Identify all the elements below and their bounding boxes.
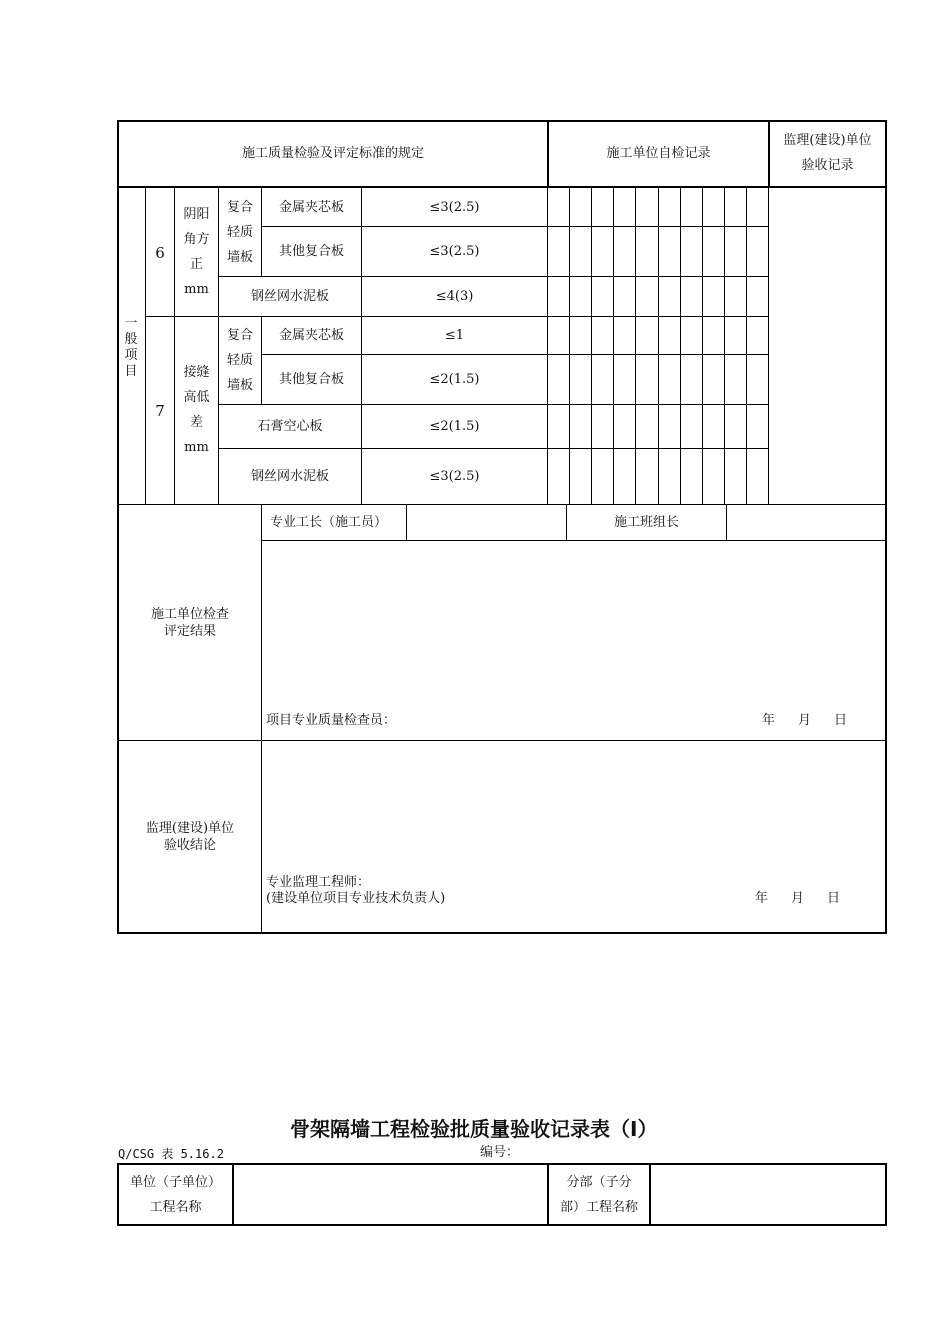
item6-name-line: 正	[189, 257, 203, 272]
item6-group-line: 墙板	[226, 250, 253, 265]
row-line-body-bottom	[117, 504, 887, 505]
inspector-label: 项目专业质量检查员：	[266, 713, 397, 728]
supervision-label-1: 监理(建设)单位	[145, 821, 235, 836]
item7-limit: ≤2(1.5)	[429, 419, 480, 434]
item7-number: 7	[155, 402, 165, 420]
col-line-limit	[361, 188, 362, 504]
item6-material: 钢丝网水泥板	[250, 289, 329, 304]
record-col-line	[746, 188, 747, 504]
unit-label-1: 单位（子单位）	[129, 1175, 221, 1190]
subunit-name-field[interactable]	[652, 1166, 884, 1223]
record-col-line	[724, 188, 725, 504]
record-col-line	[658, 188, 659, 504]
item6-material: 其他复合板	[278, 244, 344, 259]
item6-name-line: 角方	[183, 232, 210, 247]
foreman-divider	[406, 504, 407, 540]
record-col-line	[569, 188, 570, 504]
foreman-divider	[726, 504, 727, 540]
date-month: 月	[791, 891, 805, 906]
item7-limit: ≤1	[444, 328, 465, 343]
col-line-records-end	[768, 188, 769, 504]
item6-name-line: 阴阳	[183, 207, 210, 222]
row-line	[218, 404, 768, 405]
date-day: 日	[827, 891, 841, 906]
team-leader-label: 施工班组长	[613, 515, 679, 530]
next-form-divider	[649, 1163, 651, 1226]
record-col-line	[591, 188, 592, 504]
item7-name-line: 高低	[183, 390, 210, 405]
general-items-char: 目	[124, 364, 138, 379]
col-line-number	[145, 188, 146, 504]
table-border-left	[117, 120, 119, 934]
item6-group-line: 复合	[226, 200, 253, 215]
subunit-label-1: 分部（子分	[566, 1175, 632, 1190]
subunit-label-2: 部）工程名称	[559, 1200, 638, 1215]
date-year: 年	[755, 891, 769, 906]
row-line-item-divider	[145, 316, 768, 317]
item6-material: 金属夹芯板	[278, 200, 344, 215]
date-month: 月	[798, 713, 812, 728]
unit-label-2: 工程名称	[149, 1200, 202, 1215]
row-line	[218, 276, 768, 277]
record-col-line	[613, 188, 614, 504]
serial-label: 编号：	[480, 1145, 520, 1160]
next-form-divider	[232, 1163, 234, 1226]
item6-limit: ≤3(2.5)	[429, 200, 480, 215]
item6-number: 6	[155, 244, 165, 262]
item7-limit: ≤2(1.5)	[429, 372, 480, 387]
table-border-top	[117, 120, 887, 122]
record-col-line	[635, 188, 636, 504]
header-standard: 施工质量检验及评定标准的规定	[241, 146, 424, 161]
item7-material: 石膏空心板	[257, 419, 323, 434]
item6-group-line: 轻质	[226, 225, 253, 240]
item7-group-line: 墙板	[226, 378, 253, 393]
record-col-line	[702, 188, 703, 504]
item7-group-line: 轻质	[226, 353, 253, 368]
header-supervision-line2: 验收记录	[801, 158, 854, 173]
construction-check-label-2: 评定结果	[163, 624, 216, 639]
item7-material: 钢丝网水泥板	[250, 469, 329, 484]
unit-name-field[interactable]	[235, 1166, 546, 1223]
item6-name-line: mm	[184, 282, 209, 297]
date-year: 年	[762, 713, 776, 728]
table-border-bottom	[117, 932, 887, 934]
section-label-divider	[261, 504, 262, 933]
date-day: 日	[834, 713, 848, 728]
general-items-char: 项	[124, 348, 138, 363]
item7-name-line: mm	[184, 440, 209, 455]
construction-check-label-1: 施工单位检查	[150, 607, 229, 622]
form-code: Q/CSG 表 5.16.2	[118, 1147, 224, 1161]
next-form-border-right	[885, 1163, 887, 1226]
item7-group-line: 复合	[226, 328, 253, 343]
item7-limit: ≤3(2.5)	[429, 469, 480, 484]
row-line	[261, 354, 768, 355]
supervision-label-2: 验收结论	[163, 838, 216, 853]
header-supervision-line1: 监理(建设)单位	[783, 133, 872, 148]
engineer-label: 专业监理工程师：	[266, 875, 371, 890]
header-self-check: 施工单位自检记录	[606, 146, 711, 161]
header-divider-2	[768, 120, 770, 188]
owner-label: (建设单位项目专业技术负责人)	[266, 891, 446, 906]
general-items-char: 一	[124, 316, 138, 331]
item7-name-line: 接缝	[183, 365, 210, 380]
header-bottom-line	[117, 186, 887, 188]
table-border-right	[885, 120, 887, 934]
record-col-line	[680, 188, 681, 504]
form-title: 骨架隔墙工程检验批质量验收记录表（Ⅰ）	[290, 1117, 658, 1141]
col-line-records-start	[547, 188, 548, 504]
item7-material: 其他复合板	[278, 372, 344, 387]
item7-material: 金属夹芯板	[278, 328, 344, 343]
foreman-row-bottom	[261, 540, 887, 541]
item6-limit: ≤3(2.5)	[429, 244, 480, 259]
general-items-char: 般	[124, 332, 138, 347]
item6-limit: ≤4(3)	[435, 289, 474, 304]
row-line	[261, 226, 768, 227]
item7-name-line: 差	[189, 415, 203, 430]
foreman-label: 专业工长（施工员）	[270, 515, 388, 530]
row-line	[218, 448, 768, 449]
construction-section-bottom	[117, 740, 887, 741]
